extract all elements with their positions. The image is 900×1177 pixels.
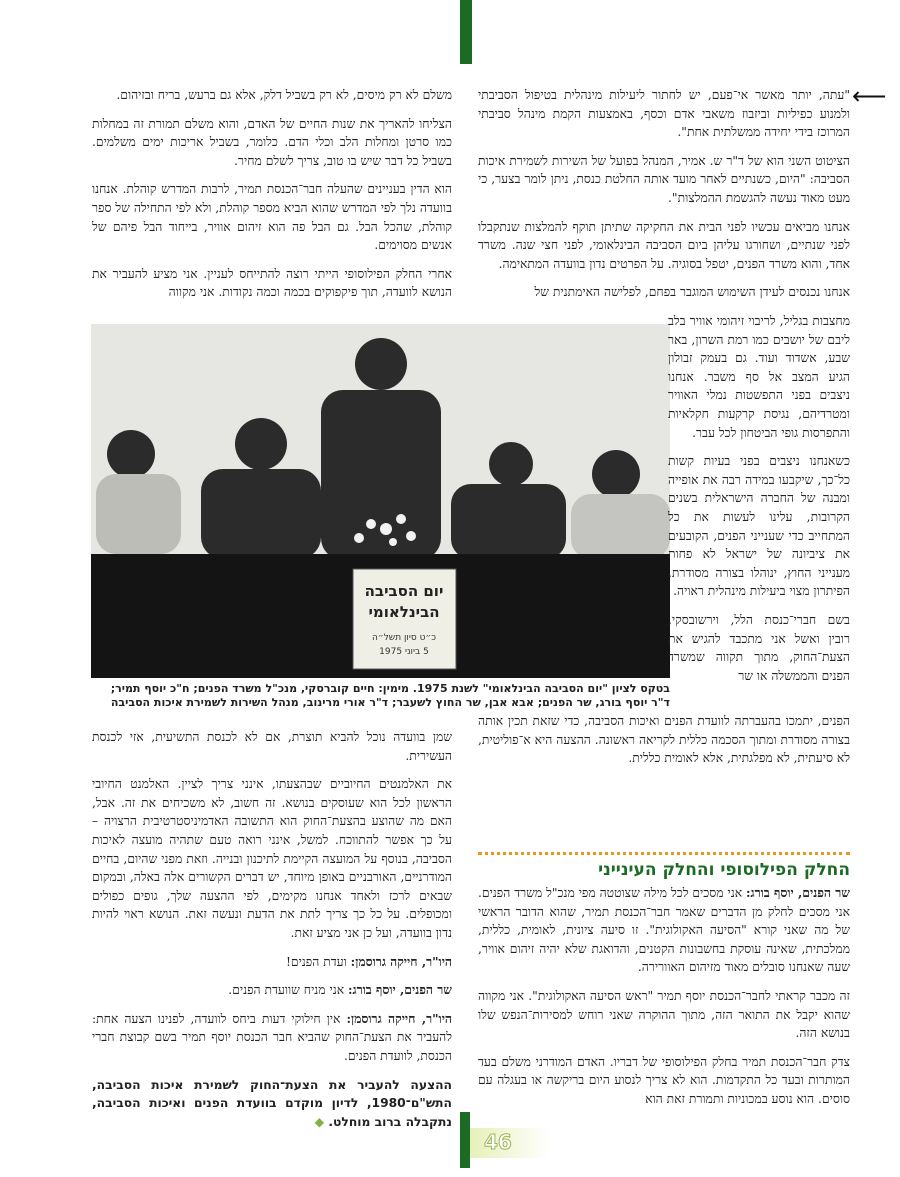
speaker-name: היו"ר, חייקה גרוסמן: (350, 953, 452, 969)
paragraph: כשאנחנו ניצבים בפני בעיות קשות כל־כך, שיקבעו במידה רבה את אופייה ומבנה של החברה הישראלית בשנים הקרובות, עלינו לעשות את כל המתחייב כדי שענייני הפנים, הקובעים את ציביונה של ישראל לא פחות מענייני החוץ, ינוהלו בצורה מסודרת. הפיתרון מצוי ביעילות מינהלית ראויה. (668, 454, 850, 599)
speaker-name: היו"ר, חייקה גרוסמן: (346, 1010, 452, 1026)
top-green-bar (460, 0, 472, 64)
sign-line-1: יום הסביבה (364, 582, 444, 600)
final-statement: ההצעה להעביר את הצעת־החוק לשמירת איכות הסביבה, התש"ם־1980, לדיון מוקדם בוועדת הפנים ואיכות הסביבה, נתקבלה ברוב מוחלט. ◆ (92, 1077, 452, 1129)
speech-text: אין חילוקי דעות ביחס לוועדה, לפנינו הצעה אחת: להעביר את הצעת־החוק שהביא חבר הכנסת יוסף תמיר בשם קבוצת חברי הכנסת, לוועדת הפנים. (92, 1011, 452, 1063)
paragraph: שמן בוועדה נוכל להביא תוצרת, אם לא לכנסת התשיעית, אזי לכנסת העשירית. (92, 730, 452, 763)
arrow-left-icon: ⟵ (852, 82, 887, 110)
paragraph: אנחנו מביאים עכשיו לפני הבית את החקיקה שתיתן תוקף להמלצות שנתקבלו לפני שנתיים, ושחורגו עליהן ביום הסביבה הבינלאומי, לפני חצי שנה. משרד אחד, והוא משרד הפנים, יטפל בסוגיה. על הפרטים נדון בוועדה המתאימה. (478, 219, 850, 271)
paragraph: שר הפנים, יוסף בורג: אני מסכים לכל מילה שצוטטה מפי מנכ"ל משרד הפנים. אני מסכים לחלק מן הדברים שאמר חבר־הכנסת תמיר, שהוא הדובר הראשי של מה שאני קורא "הסיעה האקולוגית". זו סיעה ציונית, לאומית, כללית, ממלכתית, שאינה עוסקת בחשבונות הקטנים, והדואגת שלא יהיה זיהום אוויר, שעה שאנחנו סובלים מאוד מזיהום האוורירה. (478, 885, 850, 975)
bottom-green-bar (460, 1112, 470, 1168)
speech-text: ועדת הפנים! (285, 954, 351, 969)
paragraph: הצליחו להאריך את שנות החיים של האדם, והוא משלם תמורת זה במחלות כמו סרטן ומחלות הלב וכלי הדם. כלומר, בשביל אריכות ימים משלמים. בשביל כל דבר שיש בו טוב, צריך לשלם מחיר. (92, 116, 452, 168)
speech-text: אני מניח שוועדת הפנים. (228, 983, 349, 998)
dialogue-line (92, 981, 452, 1000)
right-column-continued (478, 712, 850, 778)
paragraph: זה מכבר קראתי לחבר־הכנסת יוסף תמיר "ראש הסיעה האקולוגית". אני מקווה שהוא יקבל את התואר הזה, מתוך ההוקרה שאני רוחש למסירות־הנפש שלו בנושא הזה. (478, 988, 850, 1041)
paragraph: הוא הדין בעניינים שהעלה חבר־הכנסת תמיר, לרבות המדרש קוהלת. אנחנו בוועדה נלך לפי המדרש שהוא הביא מספר קוהלת, ולא לפי התחילה של ספר קוהלת, שהכל הבל. גם הבל פה הוא זיהום אוויר, בייחוד הבל פיהם של אנשים מסוימים. (92, 182, 452, 253)
paragraph: הפנים, יתמכו בהעברתה לוועדת הפנים ואיכות הסביבה, כדי שזאת תכין אותה בצורה מסודרת ומתוך הסכמה כללית לקריאה ראשונה. ההצעה היא א־פוליטית, לא סיעתית, לא מפלגתית, אלא לאומית כללית. (478, 714, 850, 766)
paragraph: "עתה, יותר מאשר אי־פעם, יש לחתור ליעילות מינהלית בטיפול הסביבתי ולמנוע כפיליות וביזבוז משאבי אדם וכסף, באמצעות הקמת מינהל סביבתי המרוכז בידי יחידה ממשלתית אחת". (478, 88, 850, 140)
sign-line-3: כ״ט סיון תשל״ה (372, 633, 436, 643)
paragraph: את האלמנטים החיוביים שבהצעתו, אינני צריך לציין. האלמנט החיובי הראשון לכל הוא שעוסקים בנושא. זה חשוב, לא משכיחים את זה. אבל, האם מה שהוצע בהצעת־החוק הוא התשובה האדמיניסטרטיבית הרצויה – על כך אפשר להתווכח. למשל, אינני רואה טעם שתהיה מועצה לאיכות הסביבה, בנוסף על המועצה הקיימת לתיכנון ובנייה. וזאת מפני שהיום, בחיים המודרניים, האורבניים באופן מיוחד, יש דברים הקשורים אלה באלה, ובמקום שבאים לרכז ולאחד אנחנו מקימים, לפי ההצעה שלך, גופים כפולים ומכופלים. על כל כך צריך לתת את הדעת ונעשה זאת. הנושא ראוי להיות נדון בוועדה, ועל כן אני מציע זאת. (92, 777, 452, 940)
ceremony-photo (91, 324, 670, 678)
section-divider (478, 852, 850, 855)
paragraph: אנחנו נכנסים לעידן השימוש המוגבר בפחם, לפלישה האימתנית של (534, 285, 850, 300)
diamond-icon: ◆ (314, 1114, 325, 1129)
dialogue-line (92, 953, 452, 972)
section-body (478, 884, 850, 1119)
paragraph: צדק חבר־הכנסת תמיר בחלק הפילוסופי של דבריו. האדם המודרני משלם בעד המותרות ובעד כל התקדמות. הוא לא צריך לנסוע היום בריקשה או בעגלה עם סוסים. הוא נוסע במכוניות ותמורת זאת הוא (478, 1054, 850, 1106)
photo-caption: בטקס לציון "יום הסביבה הבינלאומי" לשנת 1975. מימין: חיים קוברסקי, מנכ"ל משרד הפנים; ח"כ יוסף תמיר; ד"ר יוסף בורג, שר הפנים; אבא אבן, שר החוץ לשעבר; ד"ר אורי מרינוב, מנהל השירות לשמירת איכות הסביבה (110, 682, 670, 709)
left-column-bottom (92, 728, 452, 1141)
paragraph: מחצבות בגליל, לריבוי זיהומי אוויר בלב ליבם של יושבים כמו רמת השרון, באר שבע, אשדוד ועוד. גם בעמק זבולון הגיע המצב אל סף משבר. אנחנו ניצבים בפני התפשטות נמלי האוויר ומטרדיהם, נגיסת קרקעות חקלאיות והתפרסות גופי הביטחון לכל עבר. (668, 314, 850, 440)
sign-line-2: הבינלאומי (368, 603, 440, 621)
paragraph: בשם חברי־כנסת הלל, וירשובסקי, רובין ואשל אני מתכבד להגיש את הצעת־החוק, מתוך תקווה שמשרד הפנים והממשלה או שר (668, 612, 850, 683)
section-heading: החלק הפילוסופי והחלק העינייני (598, 860, 850, 880)
paragraph: משלם לא רק מיסים, לא רק בשביל דלק, אלא גם ברעש, בריח ובזיהום. (116, 88, 452, 102)
left-column-top (92, 86, 452, 312)
photo-illustration (91, 324, 670, 678)
paragraph: אחרי החלק הפילוסופי הייתי רוצה להתייחס לעניין. אני מציע להעביר את הנושא לוועדה, תוך פיקפוקים בכמה וכמה נקודות. אני מקווה (92, 266, 452, 300)
sign-line-4: 5 ביוני 1975 (379, 647, 429, 657)
wrapped-column (668, 312, 850, 695)
paragraph: הציטוט השני הוא של ד"ר ש. אמיר, המנהל בפועל של השירות לשמירת איכות הסביבה: "היום, כשנתיים לאחר מועד אותה החלטת כנסת, ניתן לומר בצער, כי מעט מאוד נעשה להגשמת ההמלצות". (478, 153, 850, 205)
dialogue-line (92, 1010, 452, 1066)
speaker-name: שר הפנים, יוסף בורג: (746, 885, 850, 900)
page-number-tab (470, 1128, 550, 1158)
speaker-name: שר הפנים, יוסף בורג: (348, 982, 452, 998)
page-number: 46 (484, 1130, 512, 1154)
right-column-top (478, 86, 850, 312)
